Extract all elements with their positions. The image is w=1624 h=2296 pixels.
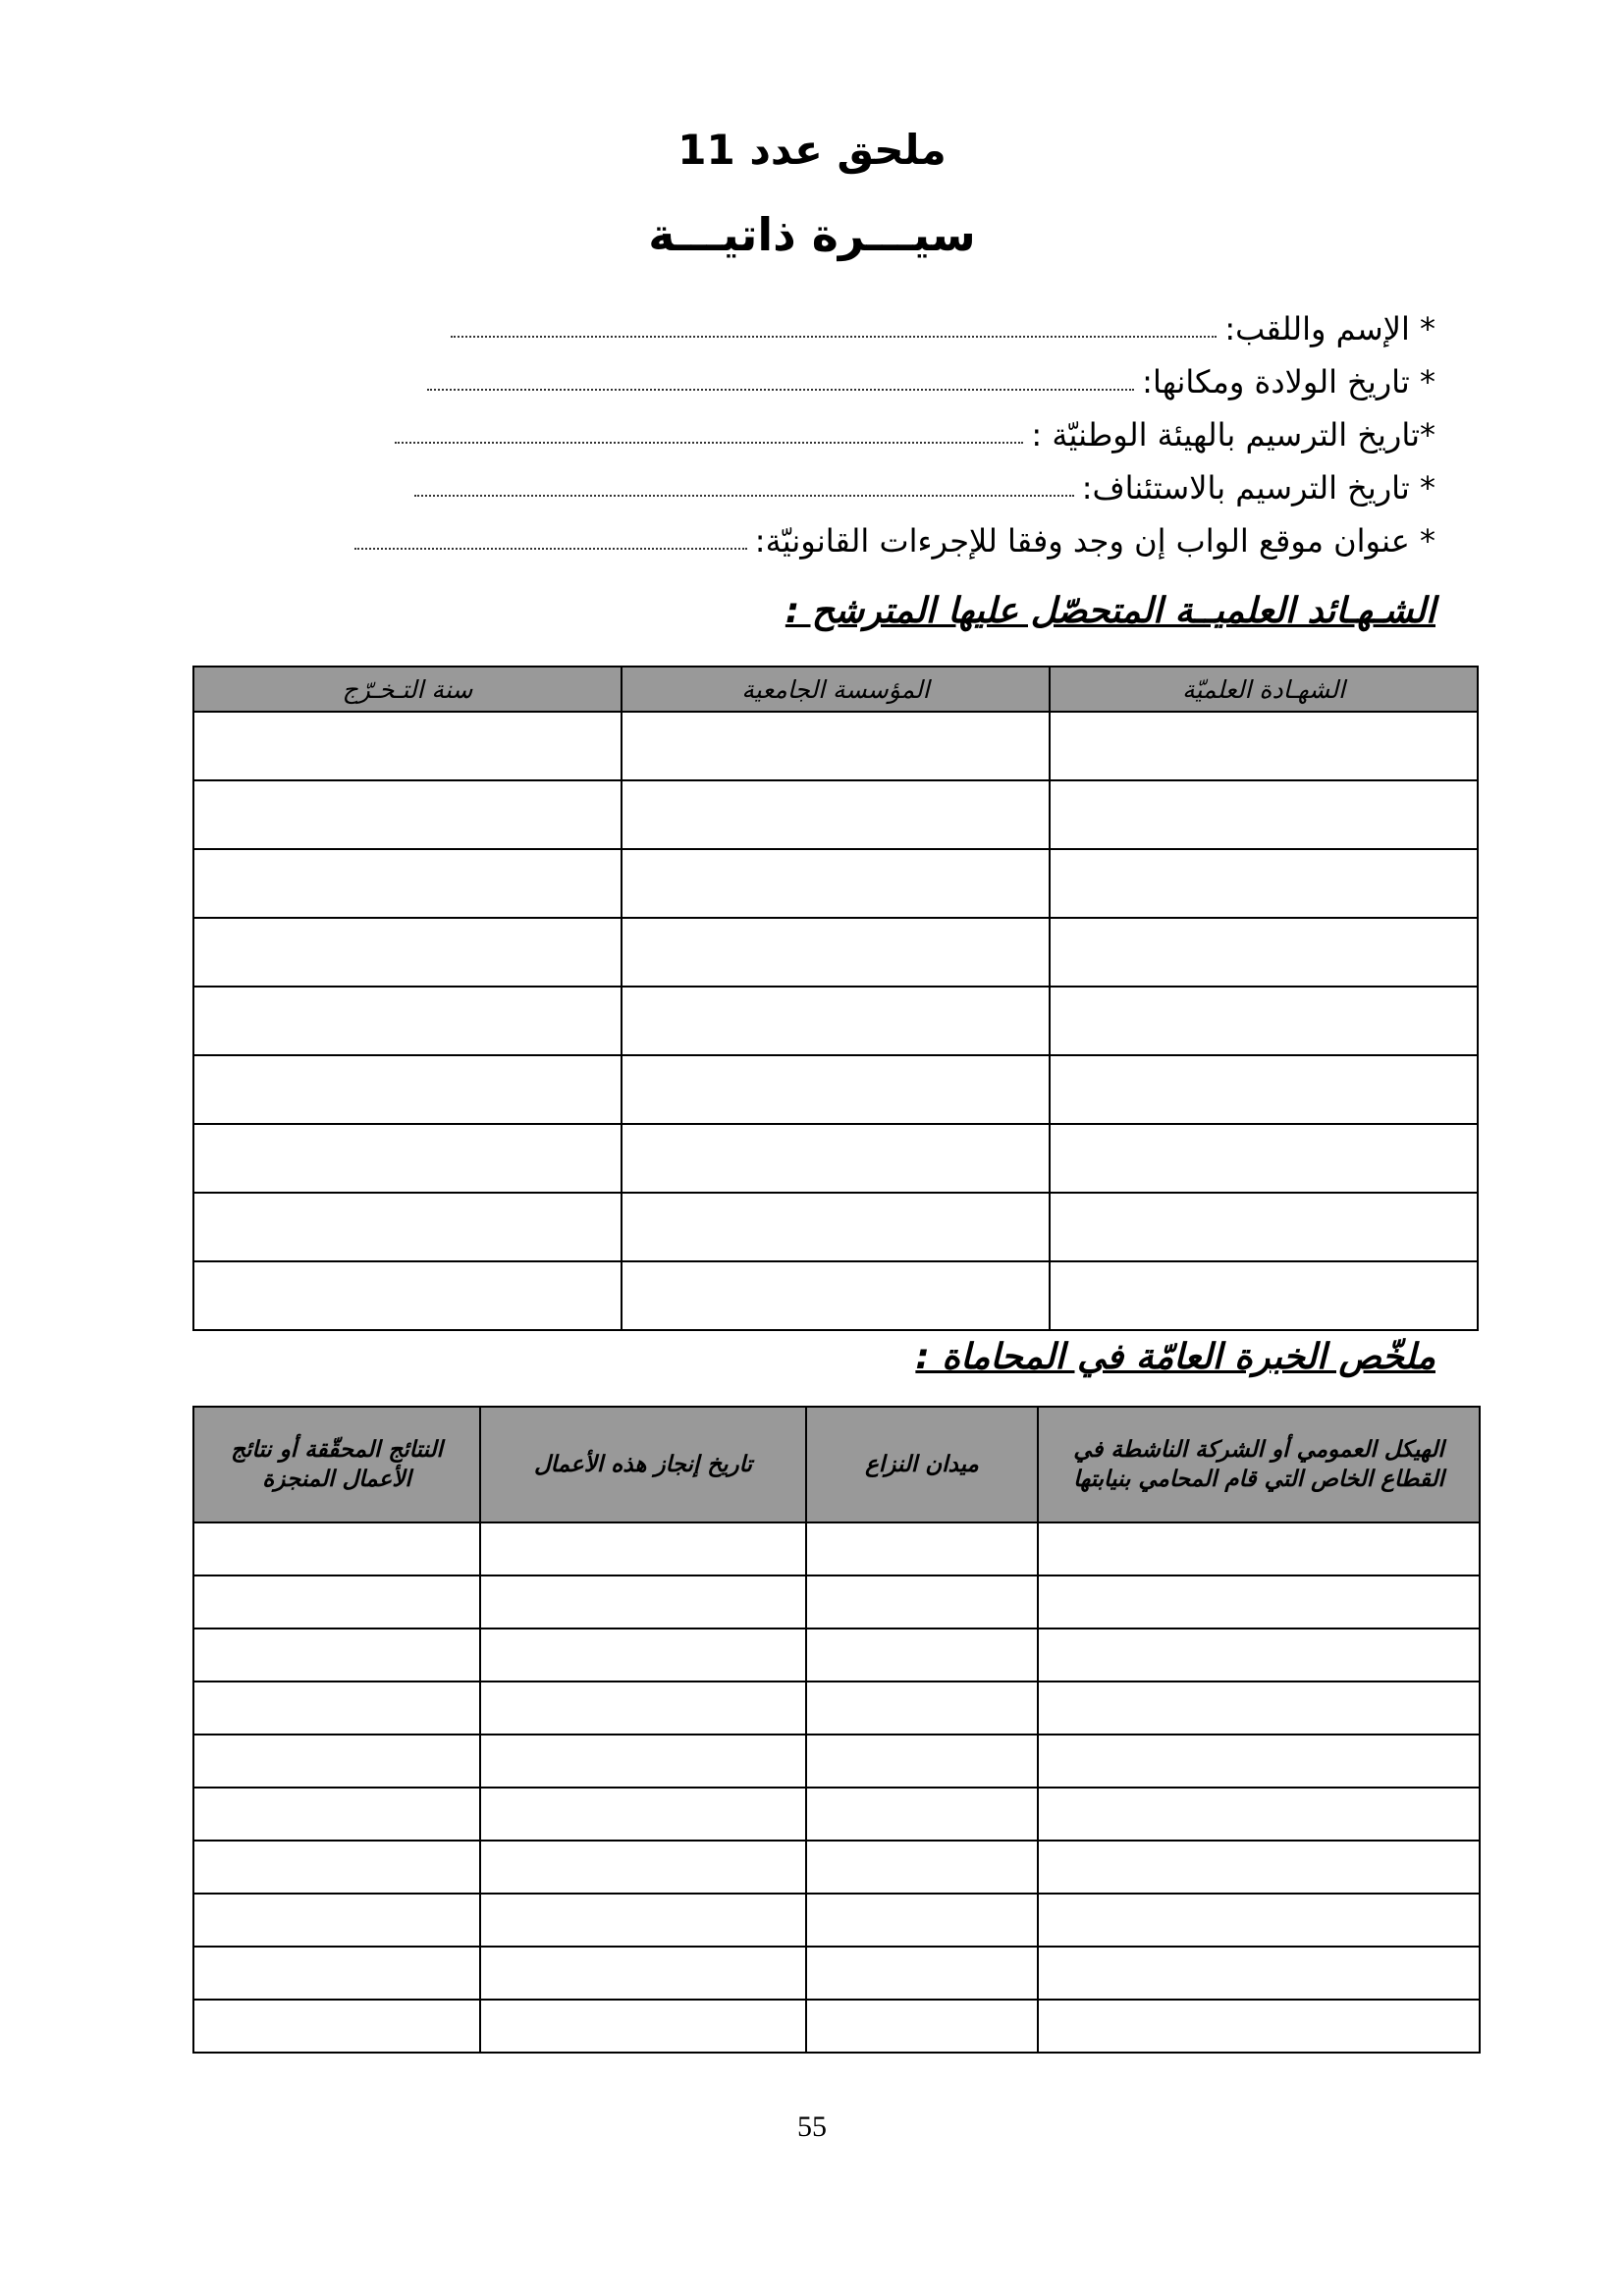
table-row (193, 1261, 1478, 1330)
table-row (193, 1788, 1480, 1841)
fill-in-line[interactable] (427, 389, 1134, 391)
table-cell[interactable] (193, 1261, 622, 1330)
table-cell[interactable] (193, 1947, 480, 2000)
table-cell[interactable] (1038, 1947, 1480, 2000)
table-cell[interactable] (193, 1522, 480, 1575)
table-cell[interactable] (622, 987, 1050, 1055)
fill-in-line[interactable] (451, 336, 1217, 338)
table-cell[interactable] (1050, 849, 1478, 918)
table-cell[interactable] (1050, 987, 1478, 1055)
field-label: *تاريخ الترسيم بالهيئة الوطنيّة : (1031, 416, 1435, 454)
experience-table-body (193, 1522, 1480, 2053)
table-cell[interactable] (1038, 1841, 1480, 1894)
field-website (354, 507, 1435, 560)
table-cell[interactable] (193, 1055, 622, 1124)
table-cell[interactable] (480, 1735, 806, 1788)
table-cell[interactable] (806, 1629, 1038, 1682)
annex-number: ملحق عدد 11 (677, 126, 947, 174)
table-cell[interactable] (1038, 1575, 1480, 1629)
table-row (193, 1894, 1480, 1947)
table-cell[interactable] (193, 1841, 480, 1894)
field-national-registration (354, 400, 1435, 454)
fill-in-line[interactable] (395, 442, 1023, 444)
table-cell[interactable] (480, 1841, 806, 1894)
table-cell[interactable] (1038, 1522, 1480, 1575)
table-row (193, 1947, 1480, 2000)
field-birth (354, 347, 1435, 400)
table-cell[interactable] (622, 712, 1050, 780)
table-cell[interactable] (1050, 780, 1478, 849)
experience-table (192, 1406, 1481, 2054)
table-cell[interactable] (193, 1894, 480, 1947)
table-row (193, 1055, 1478, 1124)
table-cell[interactable] (1050, 1193, 1478, 1261)
table-cell[interactable] (480, 1947, 806, 2000)
table-cell[interactable] (1038, 1629, 1480, 1682)
column-header-dispute-field: ميدان النزاع (806, 1407, 1038, 1522)
page-title: سيـــرة ذاتيـــة (648, 208, 976, 261)
table-cell[interactable] (193, 918, 622, 987)
table-cell[interactable] (806, 1735, 1038, 1788)
table-row (193, 1193, 1478, 1261)
fill-in-line[interactable] (354, 548, 747, 550)
table-row (193, 987, 1478, 1055)
page-number: 55 (797, 2110, 827, 2143)
table-cell[interactable] (806, 1522, 1038, 1575)
table-cell[interactable] (480, 1894, 806, 1947)
table-row (193, 918, 1478, 987)
table-cell[interactable] (1038, 1788, 1480, 1841)
table-cell[interactable] (1050, 918, 1478, 987)
table-cell[interactable] (622, 1261, 1050, 1330)
field-appeal-registration (354, 454, 1435, 507)
table-cell[interactable] (806, 1947, 1038, 2000)
table-cell[interactable] (622, 1055, 1050, 1124)
table-cell[interactable] (622, 1124, 1050, 1193)
table-cell[interactable] (1038, 1682, 1480, 1735)
table-cell[interactable] (193, 1682, 480, 1735)
degrees-heading: الشـهـائد العلميــة المتحصّل عليها المترشح : (785, 591, 1435, 631)
table-cell[interactable] (1050, 1055, 1478, 1124)
field-label: * تاريخ الترسيم بالاستئناف: (1081, 469, 1435, 507)
table-cell[interactable] (1050, 712, 1478, 780)
column-header-completion-date: تاريخ إنجاز هذه الأعمال (480, 1407, 806, 1522)
table-cell[interactable] (193, 1629, 480, 1682)
table-header-row (193, 667, 1478, 712)
table-cell[interactable] (622, 849, 1050, 918)
column-header-institution: المؤسسة الجامعية (622, 667, 1050, 712)
table-cell[interactable] (806, 1682, 1038, 1735)
fill-in-line[interactable] (414, 495, 1074, 497)
experience-heading: ملخّص الخبرة العامّة في المحاماة : (915, 1337, 1435, 1377)
table-header-row (193, 1407, 1480, 1522)
table-cell[interactable] (806, 1841, 1038, 1894)
table-row (193, 1124, 1478, 1193)
table-cell[interactable] (1038, 2000, 1480, 2053)
table-cell[interactable] (806, 1575, 1038, 1629)
table-cell[interactable] (1038, 1894, 1480, 1947)
table-cell[interactable] (622, 918, 1050, 987)
field-name (354, 294, 1435, 347)
field-label: * عنوان موقع الواب إن وجد وفقا للإجرءات القانونيّة: (754, 522, 1435, 560)
column-header-results: النتائج المحقّقة أو نتائج الأعمال المنجزة (193, 1407, 480, 1522)
table-cell[interactable] (806, 1788, 1038, 1841)
table-row (193, 1841, 1480, 1894)
degrees-table-body (193, 712, 1478, 1330)
table-cell[interactable] (480, 1682, 806, 1735)
table-cell[interactable] (806, 2000, 1038, 2053)
table-cell[interactable] (193, 1575, 480, 1629)
degrees-table (192, 666, 1479, 1331)
table-row (193, 849, 1478, 918)
table-cell[interactable] (1050, 1261, 1478, 1330)
table-cell[interactable] (193, 849, 622, 918)
column-header-entity: الهيكل العمومي أو الشركة الناشطة في القطاع الخاص التي قام المحامي بنيابتها (1038, 1407, 1480, 1522)
table-cell[interactable] (193, 987, 622, 1055)
table-cell[interactable] (193, 2000, 480, 2053)
table-cell[interactable] (480, 1788, 806, 1841)
table-cell[interactable] (1038, 1735, 1480, 1788)
table-cell[interactable] (622, 1193, 1050, 1261)
table-row (193, 1629, 1480, 1682)
field-label: * تاريخ الولادة ومكانها: (1142, 363, 1435, 400)
table-row (193, 1575, 1480, 1629)
table-row (193, 1682, 1480, 1735)
table-cell[interactable] (193, 712, 622, 780)
table-cell[interactable] (193, 1124, 622, 1193)
table-cell[interactable] (193, 1735, 480, 1788)
table-cell[interactable] (193, 1788, 480, 1841)
table-row (193, 2000, 1480, 2053)
table-cell[interactable] (1050, 1124, 1478, 1193)
personal-info-fields (354, 294, 1435, 560)
table-cell[interactable] (622, 780, 1050, 849)
column-header-graduation-year: سنة التـخـرّج (193, 667, 622, 712)
table-row (193, 1735, 1480, 1788)
table-cell[interactable] (806, 1894, 1038, 1947)
table-cell[interactable] (480, 1522, 806, 1575)
column-header-degree: الشهـادة العلميّة (1050, 667, 1478, 712)
table-row (193, 1522, 1480, 1575)
table-cell[interactable] (193, 1193, 622, 1261)
table-row (193, 712, 1478, 780)
table-cell[interactable] (480, 1575, 806, 1629)
table-row (193, 780, 1478, 849)
table-cell[interactable] (480, 2000, 806, 2053)
table-cell[interactable] (193, 780, 622, 849)
field-label: * الإسم واللقب: (1224, 310, 1435, 347)
table-cell[interactable] (480, 1629, 806, 1682)
